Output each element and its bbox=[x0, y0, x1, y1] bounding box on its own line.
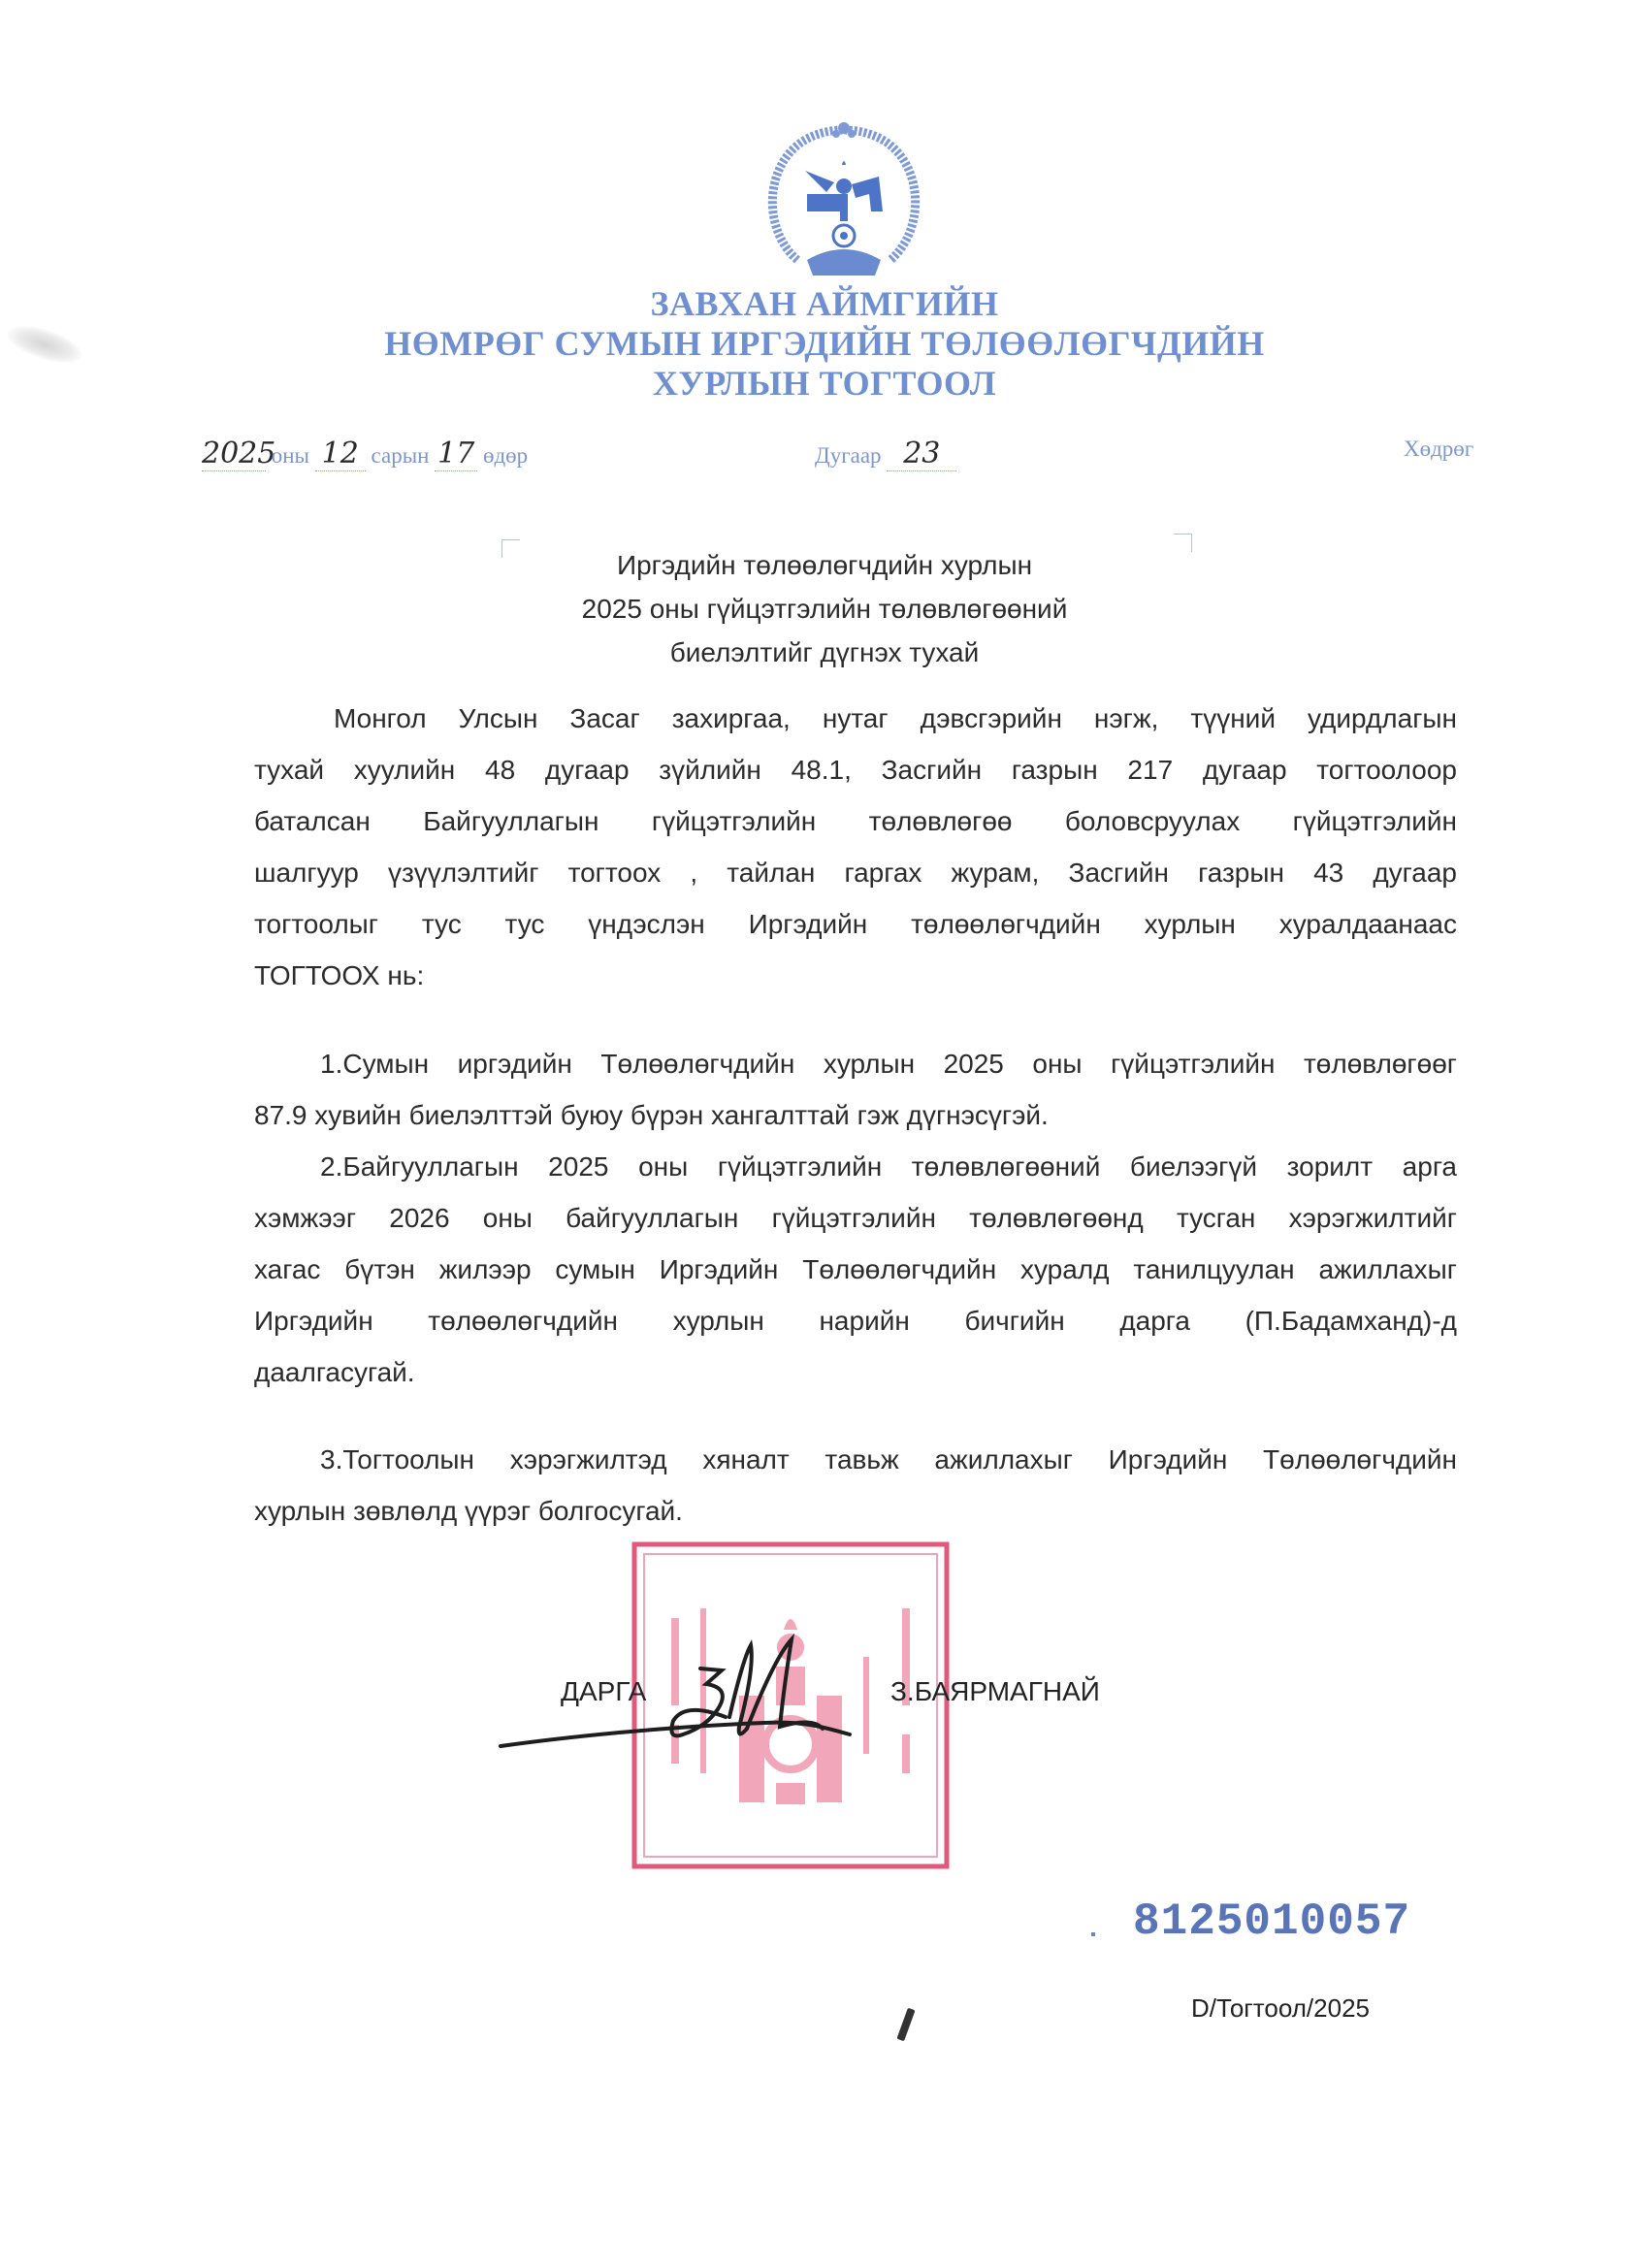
date-day: 17 bbox=[435, 437, 477, 471]
title-line-2: 2025 оны гүйцэтгэлийн төлөвлөгөөний bbox=[581, 594, 1068, 624]
signatory-title: ДАРГА bbox=[561, 1676, 647, 1706]
resolution-item-2 bbox=[254, 1141, 1457, 1398]
item-line: 2.Байгууллагын 2025 оны гүйцэтгэлийн төлөвлөгөөний биелээгүй зорилт арга bbox=[320, 1151, 1457, 1182]
header-line-2: НӨМРӨГ СУМЫН ИРГЭДИЙН ТӨЛӨӨЛӨГЧДИЙН bbox=[384, 324, 1265, 363]
ink-mark bbox=[896, 2008, 915, 2042]
preamble-line: тогтоолыг тус тус үндэслэн Иргэдийн төлөөлөгчдийн хурлын хуралдаанаас bbox=[254, 909, 1457, 939]
header-line-1: ЗАВХАН АЙМГИЙН bbox=[650, 284, 999, 323]
signatory-name: З.БАЯРМАГНАЙ bbox=[890, 1676, 1100, 1706]
handwritten-signature-icon bbox=[493, 1620, 861, 1766]
preamble-line: шалгуур үзүүлэлтийг тогтоох , тайлан гаргах журам, Засгийн газрын 43 дугаар bbox=[254, 858, 1457, 888]
resolution-item-3 bbox=[254, 1434, 1457, 1537]
date-year: 2025 bbox=[202, 437, 276, 470]
preamble-line: Монгол Улсын Засаг захиргаа, нутаг дэвсгэрийн нэгж, түүний удирдлагын bbox=[334, 703, 1457, 733]
item-line: 1.Сумын иргэдийн Төлөөлөгчдийн хурлын 2025 оны гүйцэтгэлийн төлөвлөгөөг bbox=[320, 1049, 1457, 1079]
item-line: хэмжээг 2026 оны байгууллагын гүйцэтгэлийн төлөвлөгөөнд тусган хэрэгжилтийг bbox=[254, 1203, 1457, 1233]
item-line: хурлын зөвлөлд үүрэг болгосугай. bbox=[254, 1496, 683, 1526]
mongolia-state-emblem-icon bbox=[759, 114, 929, 281]
date-year-suffix: оны bbox=[271, 443, 310, 468]
preamble-line: баталсан Байгууллагын гүйцэтгэлийн төлөвлөгөө боловсруулах гүйцэтгэлийн bbox=[254, 806, 1457, 836]
date-line bbox=[202, 437, 528, 471]
title-line-3: биелэлтийг дүгнэх тухай bbox=[669, 637, 980, 667]
place-name: Хөдрөг bbox=[1404, 437, 1474, 461]
preamble bbox=[254, 693, 1457, 1001]
item-line: 87.9 хувийн биелэлттэй буюу бүрэн хангалттай гэж дүгнэсүгэй. bbox=[254, 1100, 1049, 1130]
preamble-line: тухай хуулийн 48 дугаар зүйлийн 48.1, Засгийн газрын 217 дугаар тогтоолоор bbox=[254, 755, 1457, 785]
registration-number-stamp: 8125010057 bbox=[1133, 1896, 1411, 1947]
scan-dot bbox=[1091, 1932, 1095, 1936]
item-line: хагас бүтэн жилээр сумын Иргэдийн Төлөөлөгчдийн хуралд танилцуулан ажиллахыг bbox=[254, 1254, 1457, 1284]
number-field bbox=[815, 437, 956, 471]
date-day-suffix: өдөр bbox=[482, 443, 529, 468]
document-title bbox=[0, 543, 1649, 674]
date-month: 12 bbox=[315, 437, 366, 471]
item-line: Иргэдийн төлөөлөгчдийн хурлын нарийн бичгийн дарга (П.Бадамханд)-д bbox=[254, 1306, 1457, 1336]
title-line-1: Иргэдийн төлөөлөгчдийн хурлын bbox=[616, 550, 1033, 580]
number-value: 23 bbox=[887, 437, 956, 471]
header-line-3: ХУРЛЫН ТОГТООЛ bbox=[652, 364, 997, 403]
item-line: даалгасугай. bbox=[254, 1357, 415, 1387]
document-reference: D/Тогтоол/2025 bbox=[1191, 1993, 1370, 2023]
date-month-suffix: сарын bbox=[371, 443, 430, 468]
number-label: Дугаар bbox=[815, 443, 882, 468]
resolution-item-1 bbox=[254, 1038, 1457, 1141]
preamble-line: ТОГТООХ нь: bbox=[254, 960, 425, 990]
item-line: 3.Тогтоолын хэрэгжилтэд хяналт тавьж ажиллахыг Иргэдийн Төлөөлөгчдийн bbox=[320, 1444, 1457, 1474]
